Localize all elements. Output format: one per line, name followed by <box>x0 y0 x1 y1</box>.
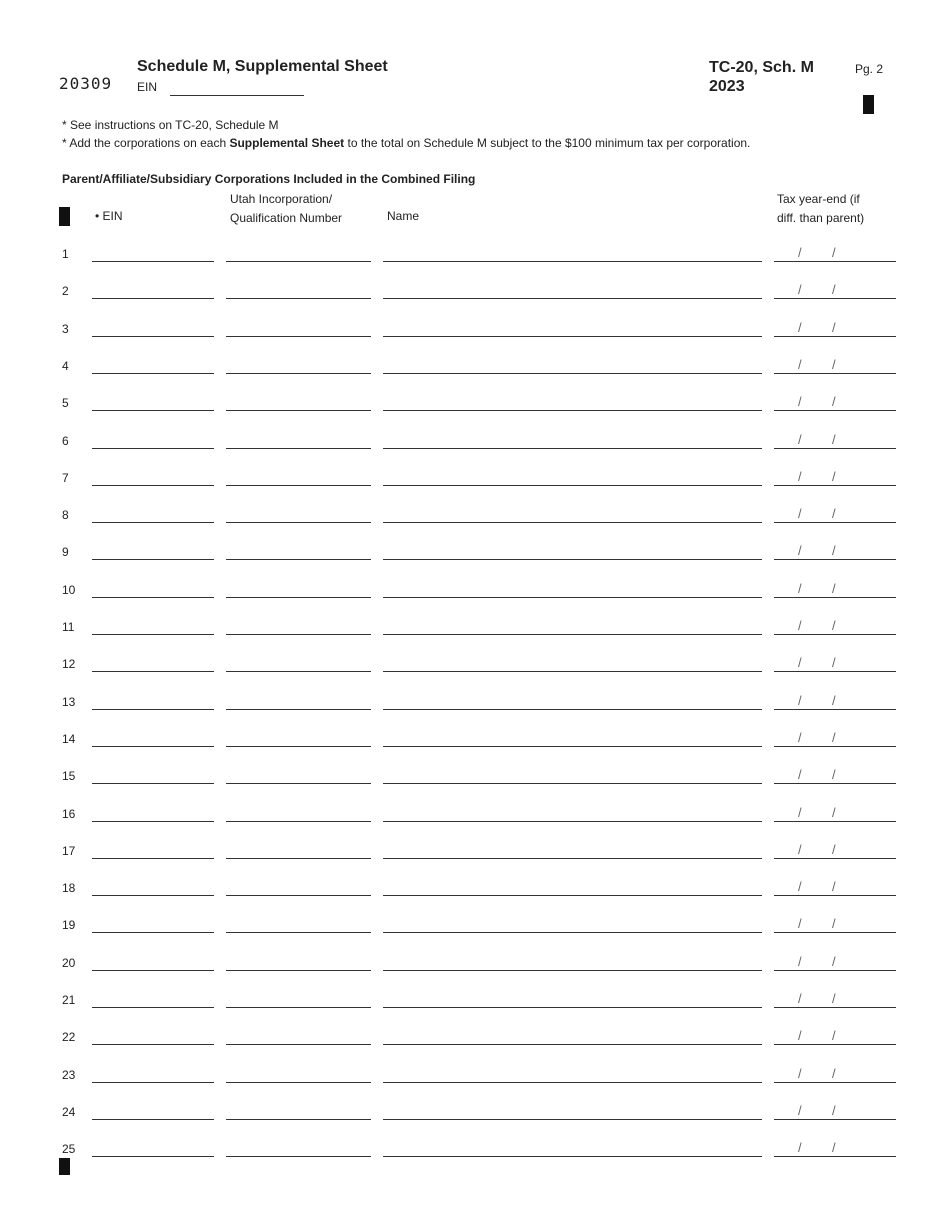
date-separator: / <box>798 431 802 447</box>
name-field[interactable] <box>383 522 762 523</box>
ein-field[interactable] <box>92 671 214 672</box>
column-header-name: Name <box>387 209 420 223</box>
date-separator: / <box>832 767 836 783</box>
name-field[interactable] <box>383 671 762 672</box>
table-row <box>0 769 950 806</box>
row-number: 25 <box>62 1142 76 1157</box>
utah-number-field[interactable] <box>226 783 371 784</box>
date-separator: / <box>832 729 836 745</box>
utah-number-field[interactable] <box>226 261 371 262</box>
ein-field[interactable] <box>92 261 214 262</box>
utah-number-field[interactable] <box>226 671 371 672</box>
tax-year-end-field[interactable] <box>774 448 896 449</box>
date-separator: / <box>798 1140 802 1156</box>
tax-year-end-field[interactable] <box>774 709 896 710</box>
ein-field[interactable] <box>92 298 214 299</box>
row-number: 4 <box>62 358 69 373</box>
table-row <box>0 431 950 471</box>
name-field[interactable] <box>383 970 762 971</box>
row-number: 17 <box>62 843 76 858</box>
tax-year-end-field[interactable] <box>774 336 896 337</box>
utah-number-field[interactable] <box>226 448 371 449</box>
header-ein-field[interactable] <box>170 95 304 96</box>
table-row <box>0 918 950 955</box>
tax-year-end-field[interactable] <box>774 746 896 747</box>
ein-field[interactable] <box>92 1119 214 1120</box>
date-separator: / <box>832 618 836 633</box>
date-separator: / <box>832 1140 836 1156</box>
row-number: 20 <box>62 955 76 970</box>
ein-field[interactable] <box>92 932 214 933</box>
row-number: 9 <box>62 545 69 560</box>
name-field[interactable] <box>383 485 762 486</box>
tax-year-end-field[interactable] <box>774 1082 896 1083</box>
table-row <box>0 247 950 284</box>
ein-field[interactable] <box>92 559 214 560</box>
tax-year-end-field[interactable] <box>774 671 896 672</box>
ein-field[interactable] <box>92 709 214 710</box>
utah-number-field[interactable] <box>226 522 371 523</box>
ein-field[interactable] <box>92 522 214 523</box>
date-separator: / <box>832 356 836 372</box>
date-separator: / <box>798 245 802 260</box>
utah-number-field[interactable] <box>226 298 371 299</box>
name-field[interactable] <box>383 597 762 598</box>
column-header-tax-line2: diff. than parent) <box>777 211 865 225</box>
page-number: Pg. 2 <box>855 62 884 76</box>
tax-year-end-field[interactable] <box>774 298 896 299</box>
column-header-tax-line1: Tax year-end (if <box>777 192 860 206</box>
row-number: 12 <box>62 657 76 672</box>
table-row <box>0 1065 950 1105</box>
row-number: 5 <box>62 396 69 411</box>
utah-number-field[interactable] <box>226 559 371 560</box>
date-separator: / <box>798 356 802 372</box>
ein-field[interactable] <box>92 634 214 635</box>
date-separator: / <box>832 580 836 596</box>
table-row <box>0 580 950 620</box>
date-separator: / <box>798 580 802 596</box>
table-row <box>0 545 950 582</box>
date-separator: / <box>832 692 836 708</box>
table-row <box>0 692 950 732</box>
date-separator: / <box>798 282 802 298</box>
date-separator: / <box>798 916 802 932</box>
tax-year-end-field[interactable] <box>774 1156 896 1157</box>
date-separator: / <box>832 879 836 895</box>
column-header-tax-year-end <box>777 190 864 228</box>
date-separator: / <box>798 394 802 410</box>
ein-field[interactable] <box>92 858 214 859</box>
date-separator: / <box>832 468 836 484</box>
name-field[interactable] <box>383 1007 762 1008</box>
note-2-bold-text: Supplemental Sheet <box>229 136 345 150</box>
utah-number-field[interactable] <box>226 1119 371 1120</box>
row-number: 11 <box>62 620 75 634</box>
table-row <box>0 468 950 508</box>
utah-number-field[interactable] <box>226 485 371 486</box>
table-row <box>0 881 950 918</box>
date-separator: / <box>798 991 802 1006</box>
column-header-utah-number <box>230 190 342 228</box>
tax-year-end-field[interactable] <box>774 970 896 971</box>
row-number: 24 <box>62 1104 76 1119</box>
ein-field[interactable] <box>92 448 214 449</box>
tax-year-end-field[interactable] <box>774 261 896 262</box>
ein-field[interactable] <box>92 895 214 896</box>
utah-number-field[interactable] <box>226 1082 371 1083</box>
form-title: Schedule M, Supplemental Sheet <box>137 58 388 75</box>
utah-number-field[interactable] <box>226 746 371 747</box>
tax-year-end-field[interactable] <box>774 821 896 822</box>
name-field[interactable] <box>383 746 762 747</box>
tax-year-end-field[interactable] <box>774 485 896 486</box>
scan-marker-top-right <box>863 95 874 114</box>
form-year: 2023 <box>709 78 745 95</box>
ein-field[interactable] <box>92 1156 214 1157</box>
date-separator: / <box>832 319 836 335</box>
date-separator: / <box>798 1102 802 1118</box>
row-number: 16 <box>62 806 76 821</box>
ein-field[interactable] <box>92 1044 214 1045</box>
tax-year-end-field[interactable] <box>774 895 896 896</box>
utah-number-field[interactable] <box>226 895 371 896</box>
ein-field[interactable] <box>92 336 214 337</box>
utah-number-field[interactable] <box>226 634 371 635</box>
row-number: 1 <box>62 247 69 261</box>
tax-year-end-field[interactable] <box>774 634 896 635</box>
table-row <box>0 729 950 769</box>
table-row <box>0 993 950 1030</box>
date-separator: / <box>832 991 836 1006</box>
scan-marker-middle-left <box>59 207 70 226</box>
utah-number-field[interactable] <box>226 821 371 822</box>
tax-year-end-field[interactable] <box>774 932 896 933</box>
table-row <box>0 1142 950 1179</box>
table-row <box>0 841 950 881</box>
date-separator: / <box>798 506 802 522</box>
date-separator: / <box>798 468 802 484</box>
ein-field[interactable] <box>92 485 214 486</box>
utah-number-field[interactable] <box>226 932 371 933</box>
tax-year-end-field[interactable] <box>774 597 896 598</box>
ein-field[interactable] <box>92 1082 214 1083</box>
ein-field[interactable] <box>92 821 214 822</box>
name-field[interactable] <box>383 410 762 411</box>
date-separator: / <box>798 729 802 745</box>
utah-number-field[interactable] <box>226 597 371 598</box>
table-row <box>0 657 950 694</box>
name-field[interactable] <box>383 298 762 299</box>
table-row <box>0 356 950 396</box>
date-separator: / <box>798 543 802 559</box>
form-code-block <box>709 58 814 96</box>
name-field[interactable] <box>383 261 762 262</box>
name-field[interactable] <box>383 1119 762 1120</box>
note-2 <box>62 134 750 152</box>
date-separator: / <box>832 655 836 671</box>
row-number: 14 <box>62 731 76 746</box>
instructions-notes <box>62 116 750 152</box>
form-code: TC-20, Sch. M <box>709 59 814 76</box>
date-separator: / <box>798 319 802 335</box>
utah-number-field[interactable] <box>226 373 371 374</box>
row-number: 10 <box>62 582 76 597</box>
tax-year-end-field[interactable] <box>774 858 896 859</box>
tax-year-end-field[interactable] <box>774 373 896 374</box>
date-separator: / <box>798 655 802 671</box>
date-separator: / <box>798 953 802 969</box>
tax-year-end-field[interactable] <box>774 559 896 560</box>
date-separator: / <box>832 953 836 969</box>
utah-number-field[interactable] <box>226 410 371 411</box>
name-field[interactable] <box>383 336 762 337</box>
name-field[interactable] <box>383 858 762 859</box>
date-separator: / <box>798 692 802 708</box>
row-number: 22 <box>62 1030 76 1045</box>
ein-field[interactable] <box>92 970 214 971</box>
tax-year-end-field[interactable] <box>774 783 896 784</box>
table-row <box>0 319 950 359</box>
note-1-text: * See instructions on TC-20, Schedule M <box>62 118 279 132</box>
table-row <box>0 1102 950 1142</box>
tax-year-end-field[interactable] <box>774 410 896 411</box>
date-separator: / <box>832 1065 836 1081</box>
table-row <box>0 1030 950 1067</box>
date-separator: / <box>798 1028 802 1044</box>
name-field[interactable] <box>383 821 762 822</box>
name-field[interactable] <box>383 783 762 784</box>
name-field[interactable] <box>383 1082 762 1083</box>
ein-field[interactable] <box>92 597 214 598</box>
row-number: 19 <box>62 918 76 933</box>
ein-field[interactable] <box>92 746 214 747</box>
date-separator: / <box>798 879 802 895</box>
row-number: 7 <box>62 470 69 485</box>
utah-number-field[interactable] <box>226 1156 371 1157</box>
tax-year-end-field[interactable] <box>774 1119 896 1120</box>
row-number: 13 <box>62 694 76 709</box>
date-separator: / <box>832 282 836 298</box>
ein-field[interactable] <box>92 1007 214 1008</box>
row-number: 15 <box>62 769 76 784</box>
date-separator: / <box>798 618 802 633</box>
column-header-utah-line1: Utah Incorporation/ <box>230 192 333 206</box>
name-field[interactable] <box>383 559 762 560</box>
column-header-ein: • EIN <box>95 209 123 223</box>
name-field[interactable] <box>383 932 762 933</box>
name-field[interactable] <box>383 895 762 896</box>
date-separator: / <box>832 1102 836 1118</box>
name-field[interactable] <box>383 1044 762 1045</box>
note-1 <box>62 116 750 134</box>
note-2-text: * Add the corporations on each <box>62 136 230 150</box>
date-separator: / <box>798 804 802 820</box>
name-field[interactable] <box>383 709 762 710</box>
row-number: 6 <box>62 433 69 448</box>
row-number: 8 <box>62 508 69 523</box>
utah-number-field[interactable] <box>226 1007 371 1008</box>
utah-number-field[interactable] <box>226 858 371 859</box>
ein-field[interactable] <box>92 410 214 411</box>
table-row <box>0 620 950 657</box>
row-number: 18 <box>62 881 76 896</box>
date-separator: / <box>798 841 802 857</box>
tax-year-end-field[interactable] <box>774 1007 896 1008</box>
date-separator: / <box>832 916 836 932</box>
date-separator: / <box>798 1065 802 1081</box>
table-row <box>0 804 950 844</box>
row-number: 21 <box>62 993 76 1007</box>
table-row <box>0 284 950 321</box>
table-row <box>0 508 950 545</box>
ein-field[interactable] <box>92 373 214 374</box>
date-separator: / <box>798 767 802 783</box>
date-separator: / <box>832 804 836 820</box>
tax-year-end-field[interactable] <box>774 1044 896 1045</box>
form-number: 20309 <box>59 74 113 93</box>
name-field[interactable] <box>383 448 762 449</box>
ein-field[interactable] <box>92 783 214 784</box>
name-field[interactable] <box>383 1156 762 1157</box>
note-2-suffix-text: to the total on Schedule M subject to the $100 minimum tax per corporation. <box>344 136 751 150</box>
row-number: 23 <box>62 1067 76 1082</box>
date-separator: / <box>832 245 836 260</box>
column-header-utah-line2: Qualification Number <box>230 211 343 225</box>
utah-number-field[interactable] <box>226 970 371 971</box>
name-field[interactable] <box>383 634 762 635</box>
utah-number-field[interactable] <box>226 336 371 337</box>
date-separator: / <box>832 1028 836 1044</box>
utah-number-field[interactable] <box>226 709 371 710</box>
date-separator: / <box>832 506 836 522</box>
name-field[interactable] <box>383 373 762 374</box>
table-row <box>0 396 950 433</box>
row-number: 2 <box>62 284 69 299</box>
date-separator: / <box>832 543 836 559</box>
row-number: 3 <box>62 321 69 336</box>
tax-year-end-field[interactable] <box>774 522 896 523</box>
section-title: Parent/Affiliate/Subsidiary Corporations Included in the Combined Filing <box>62 172 476 186</box>
table-row <box>0 953 950 993</box>
header-ein-label: EIN <box>137 80 158 94</box>
utah-number-field[interactable] <box>226 1044 371 1045</box>
date-separator: / <box>832 394 836 410</box>
date-separator: / <box>832 841 836 857</box>
date-separator: / <box>832 431 836 447</box>
